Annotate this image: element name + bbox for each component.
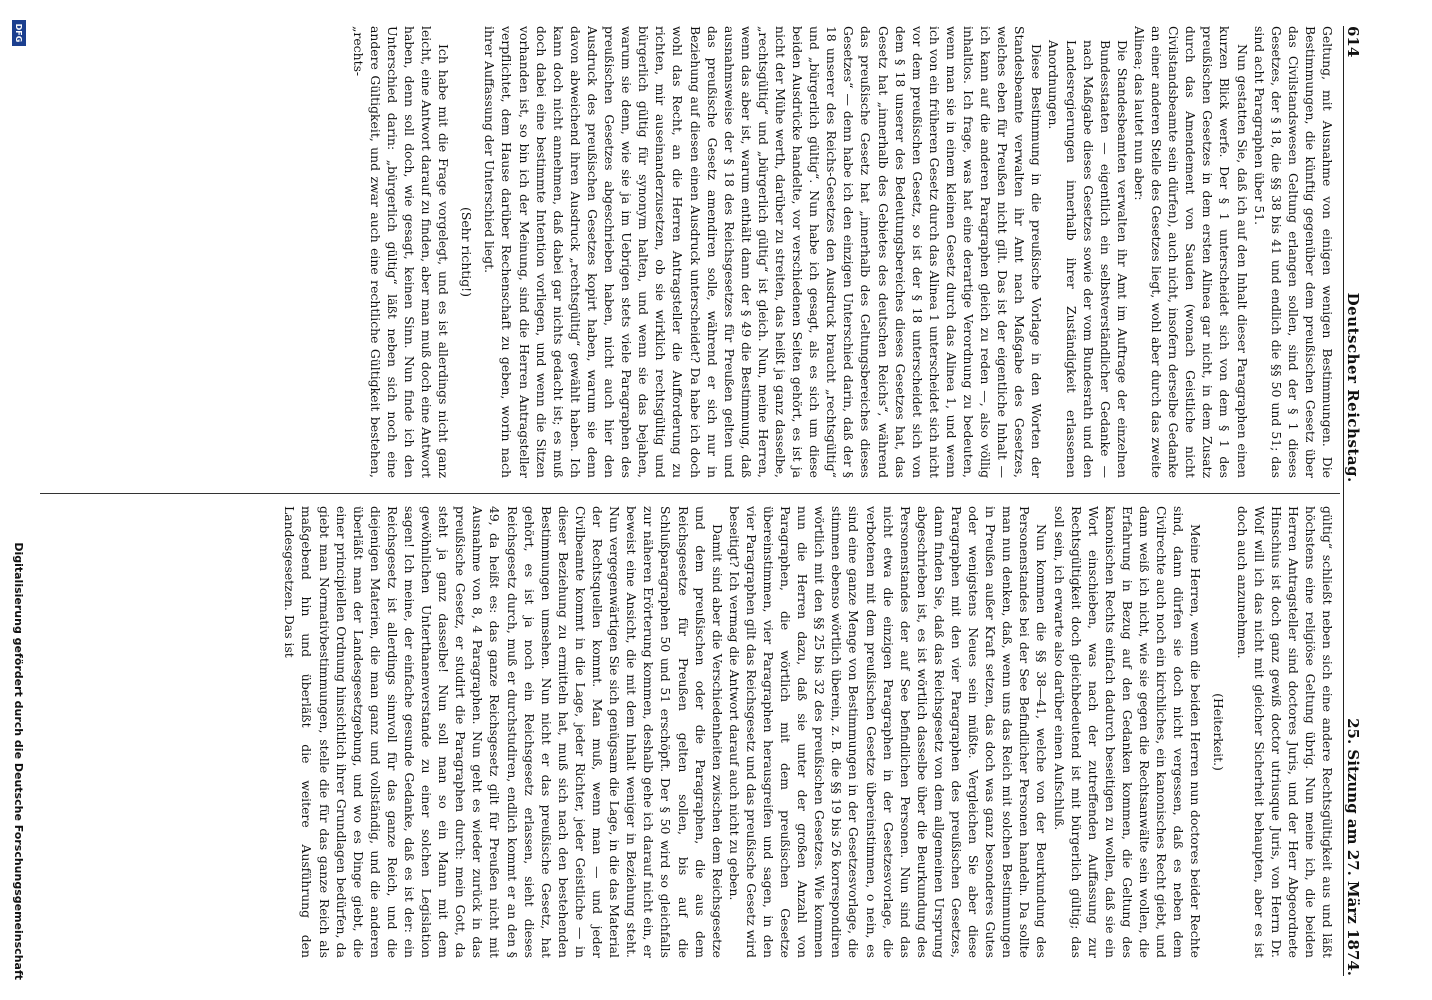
dfg-logo: DFG	[12, 20, 26, 46]
paragraph: gültig“ schließt neben sich eine andere Rechtsgültigkeit aus und läßt höchstens eine religiöse Geltung übrig. Nun meine ich, die beiden Herren Antragsteller sind doctores Juris, und der Herr Abgeordnete Hinschius ist doch ganz gewiß doctor utriusque Juris, von Herrn Dr. Wolf will ich das nicht mit gleicher Sicherheit behaupten, aber es ist doch auch anzunehmen.	[1234, 506, 1335, 958]
publication-title: Deutscher Reichstag.	[1344, 292, 1362, 483]
paragraph: Die Standesbeamten verwalten ihr Amt im Auftrage der einzelnen Bundesstaaten — eigentlich ein selbstverständlicher Gedanke — nach Maßgabe dieses Gesetzes sowie der vom Bundesrath und den Landesregierungen innerhalb ihrer Zuständigkeit erlassenen Anordnungen.	[1046, 40, 1130, 478]
right-text-column	[46, 506, 1336, 958]
paragraph: Ich habe mit die Frage vorgelegt, und es ist allerdings nicht ganz leicht, eine Antwort darauf zu finden, aber man muß doch eine Antwort haben, denn soll doch, wie gesagt, keinen Sinn. Nun finde ich den Unterschied darin: „bürgerlich gültig“ läßt neben sich noch eine andere Gültigkeit, und zwar auch eine rechtliche Gültigkeit bestehen, „rechts-	[350, 26, 452, 478]
page-header	[1343, 26, 1368, 976]
paragraph: Meine Herren, wenn die beiden Herren nun doctores beider Rechte sind, dann dürfen sie doch nicht vergessen, daß es neben dem Civilrechte auch noch ein kirchliches, ein kanonisches Recht giebt, und dann weiß ich nicht, wie sie gegen die Rechtsanwälte sein wollen, die Erfahrung in Bezug auf den Gedanken kommen, die Geltung des kanonischen Rechts einfach dadurch beseitigen zu wollen, daß sie ein Wort einschieben, was nach der zutreffenden Auffassung zur Rechtsgültigkeit doch gleichbedeutend ist mit bürgerlich gültig; das soll sein, ich erwarte also darüber einen Aufschluß.	[1051, 506, 1204, 958]
paragraph: (Heiterkeit.)	[1211, 693, 1227, 771]
session-date: 25. Sitzung am 27. März 1874.	[1344, 718, 1362, 976]
digitization-credit: Digitalisierung gefördert durch die Deutsche Forschungsgemeinschaft	[12, 542, 26, 980]
page-number: 614	[1344, 26, 1362, 58]
paragraph: Geltung, mit Ausnahme von einigen wenigen Bestimmungen. Die Bestimmungen, die künftig gegenüber dem preußischen Gesetz über das Civilstandswesen Geltung erlangen sollen, sind der § 1 dieses Gesetzes, der § 18, die §§ 38 bis 41 und endlich die §§ 50 und 51; das sind acht Paragraphen über 51.	[1251, 26, 1335, 478]
column-divider	[40, 493, 1340, 494]
paragraph: Nun kommen die §§ 38—41, welche von der Beurkundung des Personenstandes bei der See Befindlicher Personen handeln. Da sollte man nun denken, daß, wenn uns das Reich mit solchen Bestimmungen in Preußen außer Kraft setzen, das doch was ganz besonderes Gutes oder wenigstens Neues sein müßte. Vergleichen Sie aber diese Paragraphen mit den vier Paragraphen des preußischen Gesetzes, dann finden Sie, daß das Reichsgesetz von dem allgemeinen Ursprung abgeschrieben ist, es ist wörtlich dasselbe über die Beurkundung des Personenstandes der auf See befindlichen Personen. Nun sind das nicht etwa die einzigen Paragraphen in der Gesetzesvorlage, die verbotenen mit dem preußischen Gesetze übereinstimmen, o nein, es sind eine ganze Menge von Bestimmungen in der Gesetzesvorlage, die stimmen ebenso wörtlich überein, z. B. die §§ 19 bis 26 korrespondiren wörtlich mit den §§ 25 bis 32 des preußischen Gesetzes. Wie kommen nun die Herren dazu, daß sie unter der großen Anzahl von Paragraphen, die wörtlich mit dem preußischen Gesetze übereinstimmen, vier Paragraphen herausgreifen und sagen, in den vier Paragraphen gilt das Reichsgesetz und das preußische Gesetz wird beseitigt? Ich vermag die Antwort darauf auch nicht zu geben.	[726, 506, 1050, 958]
paragraph: (Sehr richtig!)	[459, 207, 475, 297]
page-footer	[8, 0, 30, 1000]
left-text-column	[46, 26, 1336, 478]
paragraph: Nun gestatten Sie, daß ich auf den Inhalt dieser Paragraphen einen kurzen Blick werfe. Der § 1 unterscheidet sich von dem § 1 des preußischen Gesetzes in dem ersten Alinea gar nicht, in dem Zusatz durch das Amendement von Sauden (wonach Geistliche nicht Civilstandsbeamte sein dürfen), auch nicht, insofern derselbe Gedanke an einer anderen Stelle des Gesetzes liegt, wohl aber durch das zweite Alinea; das lautet nun aber:	[1131, 26, 1250, 478]
paragraph: Damit sind aber die Verschiedenheiten zwischen dem Reichsgesetze und dem preußischen oder die Paragraphen, die aus dem Reichsgesetze für Preußen gelten sollen, bis auf die Schlußparagraphen 50 und 51 erschöpft. Der § 50 wird so gleichfalls zur näheren Erörterung kommen, deshalb gehe ich darauf nicht ein, er beweist eine Ansicht, die mit dem Inhalt weniger in Beziehung steht. Nun vergegenwärtigen Sie sich genügsam die Lage, in die das Material der Rechtsquellen kommt. Man muß, wenn man — und jeder Civilbeamte kommt in die Lage, jeder Richter, jeder Geistliche — in dieser Beziehung zu ermitteln hat, muß sich nach den bestehenden Bestimmungen umsehen. Nun nicht er das preußische Gesetz, hat gehört, es ist ja noch ein Reichsgesetz erlassen, sieht dieses Reichsgesetz durch, muß er durchstudiren, endlich kommt er an den § 49, da heißt es: das ganze Reichsgesetz gilt für Preußen nicht mit Ausnahme von 8, 4 Paragraphen. Nun geht es wieder zurück in das preußische Gesetz, er studirt die Paragraphen durch: mein Gott, da steht ja ganz dasselbe! Nun soll man so ein Mann mit dem gewöhnlichen Unterthanenverstande zu einer solchen Legislation sagen! Ich meine, der einfache gesunde Gedanke, daß es ist der: ein Reichsgesetz ist allerdings sinnvoll für das ganze Reich, und die diejenigen Materien, die man ganz und vollständig, und die anderen überläßt man der Landesgesetzgebung, und wo es Dinge giebt, die einer principiellen Ordnung hinsichtlich ihrer Grundlagen bedürfen, da giebt man Normativbestimmungen, stelle die für das ganze Reich als maßgebend hin und überläßt die weitere Ausführung den Landesgesetzen. Das ist	[282, 506, 725, 958]
paragraph: Diese Bestimmung in die preußische Vorlage in den Worten der Standesbeamte verwalten ihr Amt nach Maßgabe des Gesetzes, welches eben für Preußen nicht gilt. Das ist der eigentliche Inhalt — ich kann auf die anderen Paragraphen gleich zu reden —, also völlig inhaltlos. Ich frage, was hat eine derartige Verordnung zu bedeuten, wenn man sie in einem kleinen Gesetz durch das Alinea 1, und wenn ich von ein früheren Gesetz durch das Alinea 1 unterscheidet sich nicht vor dem preußischen Gesetz, so ist der § 18 unterscheidet sich von dem § 18 unserer des Bedeutungsbereiches dieses Gesetzes hat, das Gesetz hat „innerhalb des Gebietes des deutschen Reichs“, während das preußische Gesetz hat „innerhalb des Geltungsbereiches dieses Gesetzes“ — denn habe ich den einzigen Unterschied darin, daß der § 18 unserer des Reichs-Gesetzes den Ausdruck braucht „rechtsgültig“ und „bürgerlich gültig“. Nun habe ich gesagt, als es sich um diese beiden Ausdrücke handelte, vor verschiedenen Seiten gehört, es ist ja nicht der Mühe werth, darüber zu streiten, das heißt ja ganz dasselbe, „rechtsgültig“ und „bürgerlich gültig“ ist gleich. Nun, meine Herren, wenn das aber ist, warum enthält dann der § 49 die Bestimmung, daß ausnahmsweise der § 18 des Reichsgesetzes für Preußen gelten und das preußische Gesetz amendiren solle, während er sich nur in Beziehung auf diesen einen Ausdruck unterscheidet? Da habe ich doch wohl das Recht, an die Herren Antragsteller die Aufforderung zu richten, mir auseinanderzusetzen, ob sie wirklich rechtsgültig und bürgerlich gültig für synonym halten, und wenn sie das bejahen, warum sie denn, wie sie ja im Uebrigen stets viele Paragraphen des preußischen Gesetzes abgeschrieben haben, nicht auch hier den Ausdruck des preußischen Gesetzes kopirt haben, warum sie denn davon abweichend ihren Ausdruck „rechtsgültig“ gewählt haben. Ich kann doch nicht annehmen, daß dabei gar nichts gedacht ist; es muß doch dabei eine bestimmte Intention vorliegen, und wenn die Sitzen vorhanden ist, so bin ich der Meinung, sind die Herren Antragsteller verpflichtet, dem Hause darüber Rechenschaft zu geben, worin nach ihrer Auffassung der Unterschied liegt.	[482, 26, 1045, 478]
